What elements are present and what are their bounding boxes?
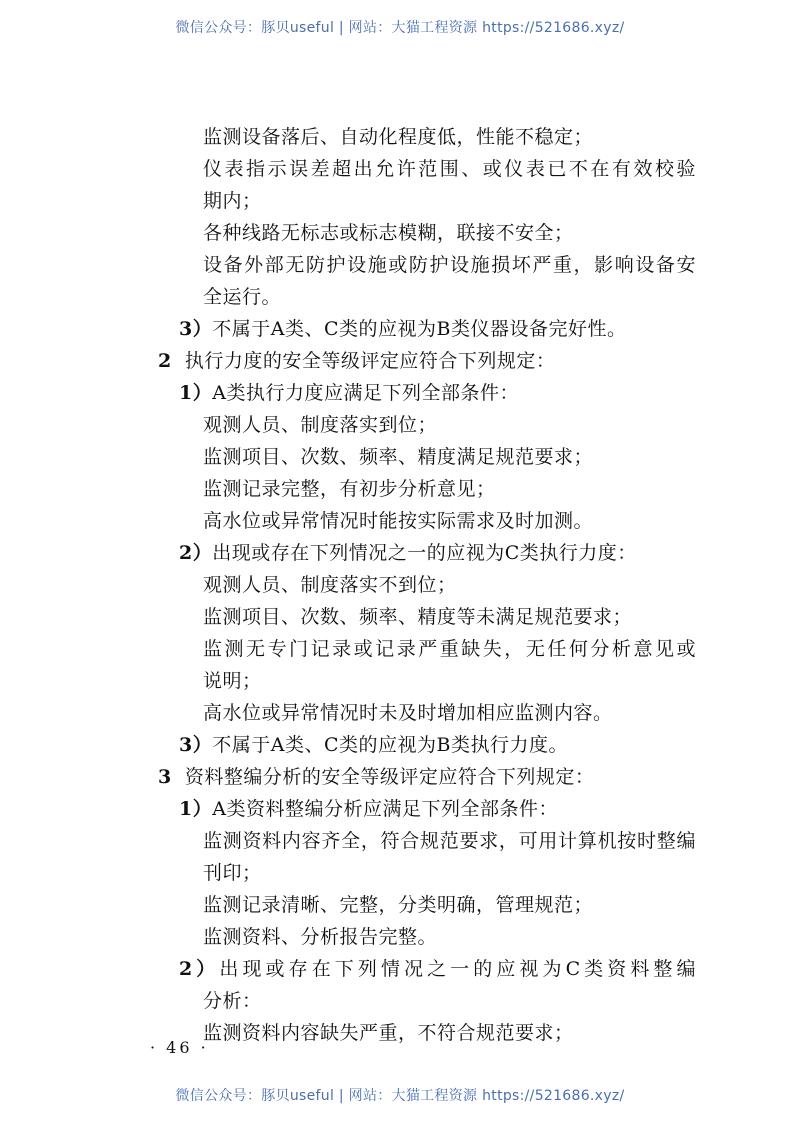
body-line: 观测人员、制度落实到位； bbox=[203, 414, 438, 436]
body-line: 期内； bbox=[203, 190, 262, 212]
body-line: 高水位或异常情况时未及时增加相应监测内容。 bbox=[203, 702, 613, 724]
body-line: 监测记录完整，有初步分析意见； bbox=[203, 478, 496, 500]
body-line: 监测记录清晰、完整，分类明确，管理规范； bbox=[203, 894, 594, 916]
body-line: 监测资料内容齐全，符合规范要求，可用计算机按时整编 bbox=[203, 830, 696, 852]
body-line: 仪表指示误差超出允许范围、或仪表已不在有效校验 bbox=[203, 158, 696, 180]
body-line: 全运行。 bbox=[203, 286, 282, 308]
watermark-top: 微信公众号：豚贝useful | 网站：大猫工程资源 https://521686.xyz/ bbox=[175, 20, 625, 36]
body-line: 监测资料、分析报告完整。 bbox=[203, 926, 438, 948]
clause-number: 2 bbox=[158, 350, 172, 372]
watermark-bottom: 微信公众号：豚贝useful | 网站：大猫工程资源 https://521686.xyz/ bbox=[175, 1088, 625, 1104]
body-line: 说明； bbox=[203, 670, 262, 692]
body-line: 设备外部无防护设施或防护设施损坏严重，影响设备安 bbox=[203, 254, 696, 276]
list-item: 3）不属于A类、C类的应视为B类执行力度。 bbox=[179, 734, 568, 756]
list-item: 1）A类执行力度应满足下列全部条件： bbox=[179, 382, 519, 404]
body-line: 监测设备落后、自动化程度低，性能不稳定； bbox=[203, 126, 594, 148]
clause-heading: 3 资料整编分析的安全等级评定应符合下列规定： bbox=[158, 766, 595, 788]
body-line: 各种线路无标志或标志模糊，联接不安全； bbox=[203, 222, 574, 244]
clause-number: 3 bbox=[158, 766, 172, 788]
list-item: 3）不属于A类、C类的应视为B类仪器设备完好性。 bbox=[179, 318, 627, 340]
body-line: 高水位或异常情况时能按实际需求及时加测。 bbox=[203, 510, 594, 532]
item-number: 3） bbox=[179, 318, 213, 340]
list-item: 1）A类资料整编分析应满足下列全部条件： bbox=[179, 798, 558, 820]
list-item: 2）出现或存在下列情况之一的应视为C类执行力度： bbox=[179, 542, 637, 564]
list-item: 2）出现或存在下列情况之一的应视为C类资料整编 bbox=[179, 958, 696, 980]
item-number: 1） bbox=[179, 798, 213, 820]
item-number: 2） bbox=[179, 542, 213, 564]
page-number: · 46 · bbox=[150, 1038, 209, 1057]
body-line: 监测资料内容缺失严重，不符合规范要求； bbox=[203, 1022, 574, 1044]
body-line: 刊印； bbox=[203, 862, 262, 884]
body-line: 观测人员、制度落实不到位； bbox=[203, 574, 457, 596]
body-line: 分析： bbox=[203, 990, 262, 1012]
item-number: 3） bbox=[179, 734, 213, 756]
item-number: 1） bbox=[179, 382, 213, 404]
clause-heading: 2 执行力度的安全等级评定应符合下列规定： bbox=[158, 350, 556, 372]
body-line: 监测无专门记录或记录严重缺失，无任何分析意见或 bbox=[203, 638, 696, 660]
body-line: 监测项目、次数、频率、精度满足规范要求； bbox=[203, 446, 594, 468]
item-number: 2） bbox=[179, 958, 220, 980]
body-line: 监测项目、次数、频率、精度等未满足规范要求； bbox=[203, 606, 633, 628]
